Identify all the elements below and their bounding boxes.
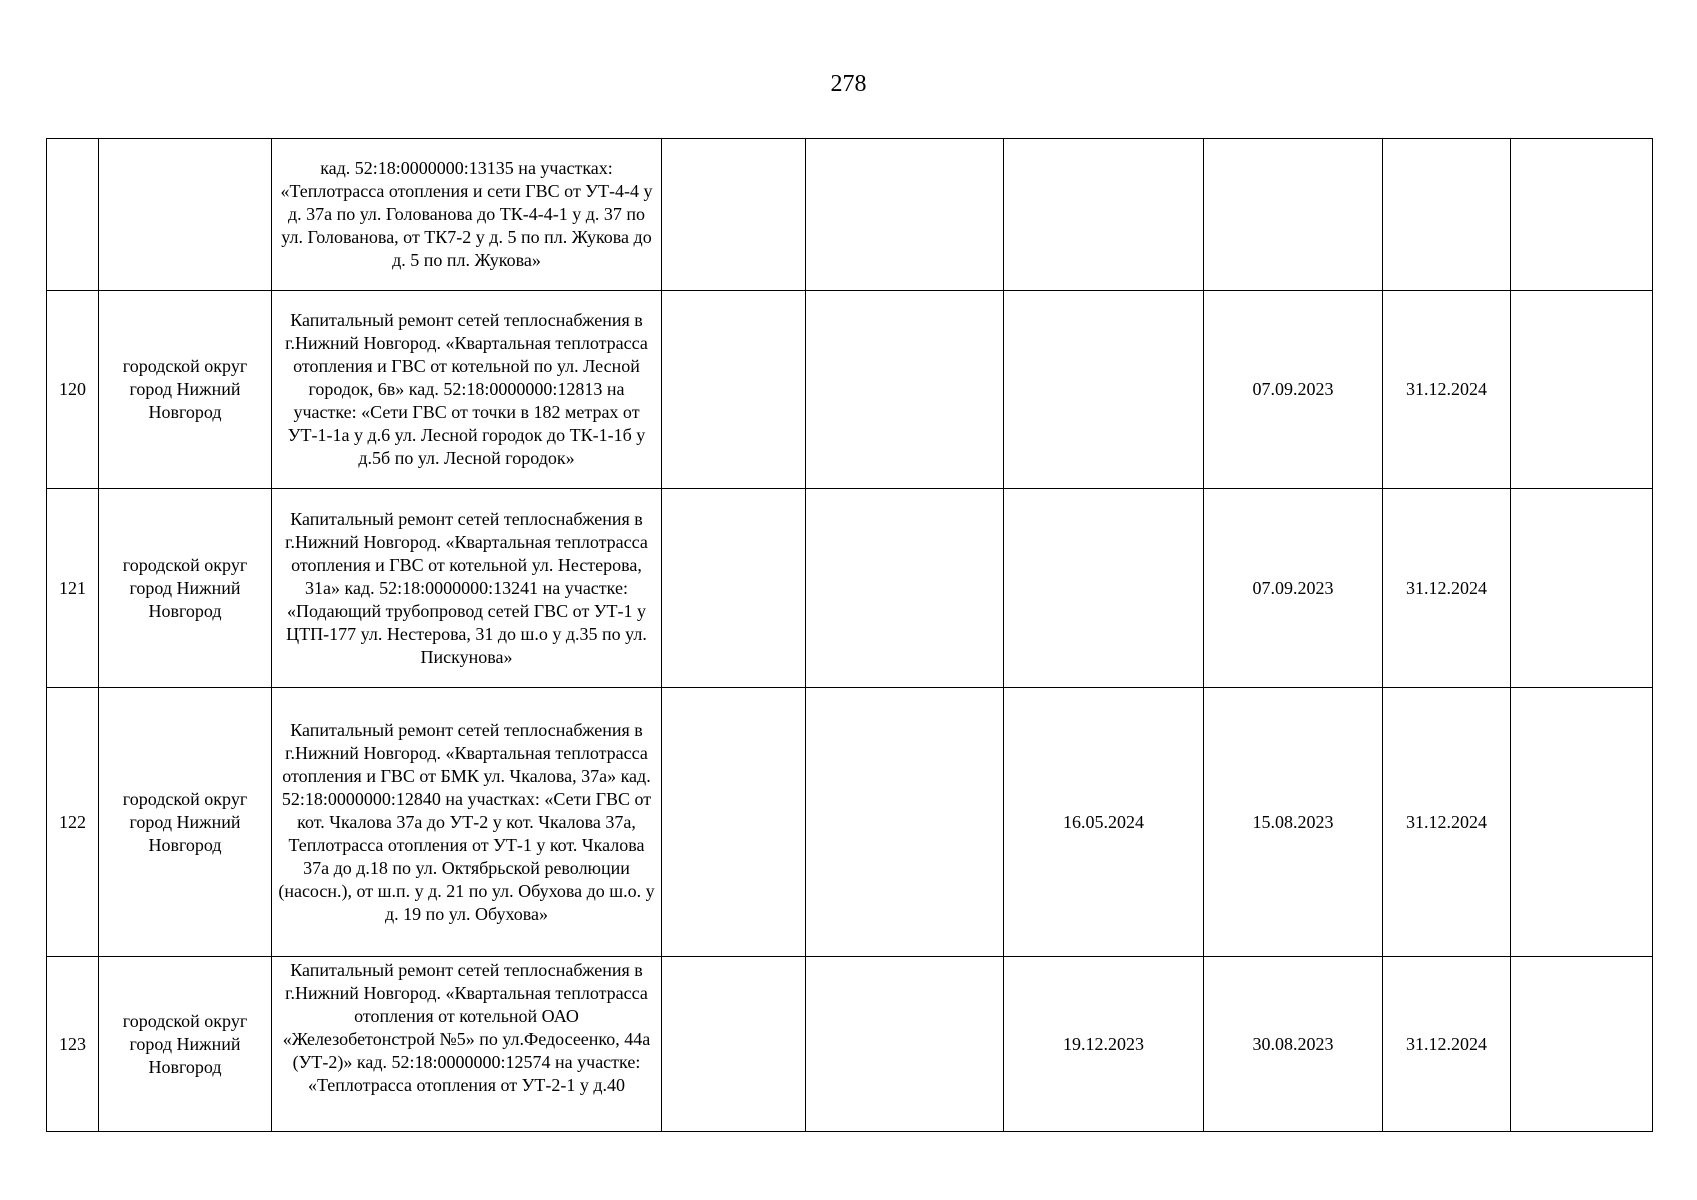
col4-cell	[662, 139, 806, 291]
col7-cell: 07.09.2023	[1204, 291, 1383, 489]
col6-cell	[1004, 139, 1204, 291]
col4-cell	[662, 489, 806, 688]
municipality-cell: городской округ город Нижний Новгород	[99, 291, 272, 489]
col7-cell: 30.08.2023	[1204, 957, 1383, 1132]
col5-cell	[806, 291, 1004, 489]
col6-cell: 19.12.2023	[1004, 957, 1204, 1132]
table-row	[47, 489, 1653, 688]
col4-cell	[662, 957, 806, 1132]
description-cell: Капитальный ремонт сетей теплоснабжения в г.Нижний Новгород. «Квартальная теплотрасса отопления от котельной ОАО «Железобетонстрой №5» по ул.Федосеенко, 44а (УТ-2)» кад. 52:18:0000000:12574 на участке: «Теплотрасса отопления от УТ-2-1 у д.40	[272, 957, 662, 1132]
col9-cell	[1511, 957, 1653, 1132]
col5-cell	[806, 688, 1004, 957]
col5-cell	[806, 139, 1004, 291]
table-row	[47, 291, 1653, 489]
col6-cell	[1004, 489, 1204, 688]
municipality-cell	[99, 139, 272, 291]
municipality-cell: городской округ город Нижний Новгород	[99, 489, 272, 688]
col8-cell: 31.12.2024	[1383, 291, 1511, 489]
page-number: 278	[830, 71, 867, 97]
col8-cell: 31.12.2024	[1383, 688, 1511, 957]
row-number-cell: 122	[47, 688, 99, 957]
row-number-cell: 123	[47, 957, 99, 1132]
table-row	[47, 139, 1653, 291]
col9-cell	[1511, 291, 1653, 489]
col4-cell	[662, 291, 806, 489]
col7-cell	[1204, 139, 1383, 291]
row-number-cell: 120	[47, 291, 99, 489]
municipality-cell: городской округ город Нижний Новгород	[99, 957, 272, 1132]
projects-table	[46, 138, 1653, 1132]
description-cell: кад. 52:18:0000000:13135 на участках: «Теплотрасса отопления и сети ГВС от УТ-4-4 у д. 37а по ул. Голованова до ТК-4-4-1 у д. 37 по ул. Голованова, от ТК7-2 у д. 5 по пл. Жукова до д. 5 по пл. Жукова»	[272, 139, 662, 291]
col8-cell: 31.12.2024	[1383, 957, 1511, 1132]
col5-cell	[806, 489, 1004, 688]
col6-cell	[1004, 291, 1204, 489]
col6-cell: 16.05.2024	[1004, 688, 1204, 957]
col9-cell	[1511, 688, 1653, 957]
col8-cell: 31.12.2024	[1383, 489, 1511, 688]
row-number-cell	[47, 139, 99, 291]
col9-cell	[1511, 489, 1653, 688]
description-cell: Капитальный ремонт сетей теплоснабжения в г.Нижний Новгород. «Квартальная теплотрасса отопления и ГВС от котельной ул. Нестерова, 31а» кад. 52:18:0000000:13241 на участке: «Подающий трубопровод сетей ГВС от УТ-1 у ЦТП-177 ул. Нестерова, 31 до ш.о у д.35 по ул. Пискунова»	[272, 489, 662, 688]
col9-cell	[1511, 139, 1653, 291]
table-row	[47, 957, 1653, 1132]
col4-cell	[662, 688, 806, 957]
municipality-cell: городской округ город Нижний Новгород	[99, 688, 272, 957]
row-number-cell: 121	[47, 489, 99, 688]
col7-cell: 07.09.2023	[1204, 489, 1383, 688]
description-cell: Капитальный ремонт сетей теплоснабжения в г.Нижний Новгород. «Квартальная теплотрасса отопления и ГВС от котельной по ул. Лесной городок, 6в» кад. 52:18:0000000:12813 на участке: «Сети ГВС от точки в 182 метрах от УТ-1-1а у д.6 ул. Лесной городок до ТК-1-1б у д.5б по ул. Лесной городок»	[272, 291, 662, 489]
col5-cell	[806, 957, 1004, 1132]
description-cell: Капитальный ремонт сетей теплоснабжения в г.Нижний Новгород. «Квартальная теплотрасса отопления и ГВС от БМК ул. Чкалова, 37а» кад. 52:18:0000000:12840 на участках: «Сети ГВС от кот. Чкалова 37а до УТ-2 у кот. Чкалова 37а, Теплотрасса отопления от УТ-1 у кот. Чкалова 37а до д.18 по ул. Октябрьской революции (насосн.), от ш.п. у д. 21 по ул. Обухова до ш.о. у д. 19 по ул. Обухова»	[272, 688, 662, 957]
col8-cell	[1383, 139, 1511, 291]
table-row	[47, 688, 1653, 957]
col7-cell: 15.08.2023	[1204, 688, 1383, 957]
